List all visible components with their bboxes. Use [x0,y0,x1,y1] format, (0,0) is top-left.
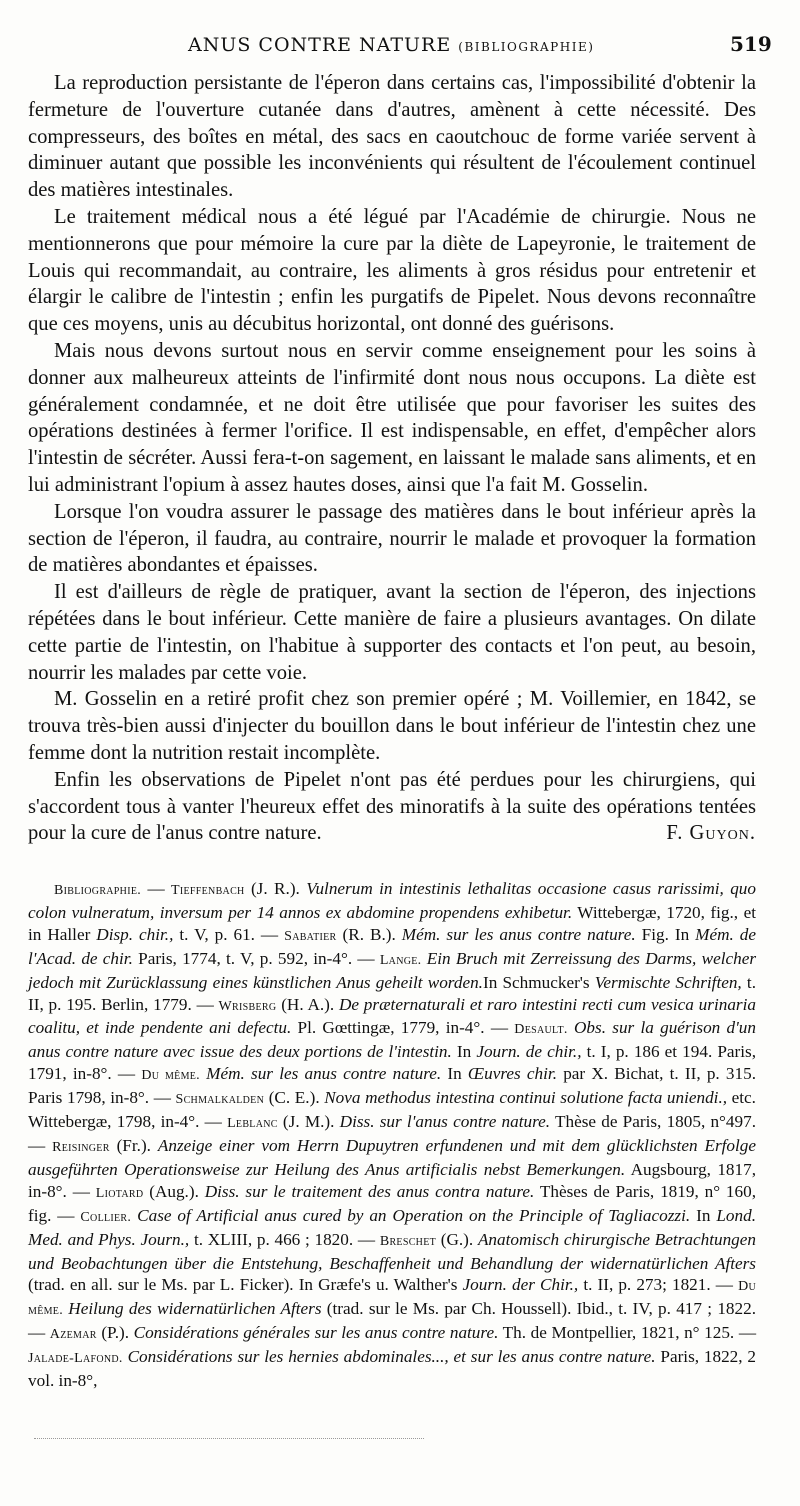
bibliography-text: t. II, p. 273; 1821. — [578,1275,739,1295]
bibliography-work-title: Mém. sur les anus contre nature. [401,924,636,944]
bibliography-work-title: Heilung des widernatürlichen Afters [68,1299,322,1319]
bibliography-work-title: Nova methodus intestina continui solutione facta uniendi., [324,1088,728,1108]
bibliography-text: Thèses de Paris, 1819, n° 160, fig. — [28,1181,756,1225]
bibliography-author: Breschet [379,1233,437,1249]
running-title [188,34,594,56]
bibliography-work-title: De præternaturali et raro intestini recti cum vesica urinaria coalitu, et inde pendente ani defectu. [28,994,756,1038]
bibliography-work-title: Journ. der Chir., [462,1275,579,1295]
bibliography-text: (H. A.). [276,994,339,1014]
running-header [0,30,800,66]
bibliography-work-title: Vulnerum in intestinis lethalitas occasione casus rarissimi, quo colon vulneratum, inversum per 14 annos ex abdomine propendens exhibetur. [28,879,756,922]
footer-rule [34,1438,424,1439]
bibliography-work-title: Anatomisch chirurgische Betrachtungen und Beobachtungen über die Entstehung, Beschaffenheit und Behandlung der widernatürlichen Afters [28,1229,756,1273]
bibliography-work-title: Case of Artificial anus cured by an Operation on the Principle of Tagliacozzi. [137,1205,691,1225]
paragraph: Mais nous devons surtout nous en servir comme enseignement pour les soins à donner aux malheureux atteints de l'infirmité dont nous nous occupons. La diète est généralement condamnée, et ne doit être utilisée que pour favoriser les suites des opérations destinées à fermer l'orifice. Il est indispensable, en effet, d'empêcher alors l'intestin de sécréter. Aussi fera-t-on sagement, en laissant le malade sans aliments, et en lui administrant l'opium à assez hautes doses, ainsi que l'a fait M. Gosselin. [28,339,756,496]
bibliography-section [28,878,756,1392]
bibliography-author: Bibliographie. [54,883,142,898]
bibliography-author: Du même. [141,1068,200,1084]
bibliography-author: Desault. [514,1022,568,1038]
bibliography-work-title: Considérations sur les hernies abdominales..., et sur les anus contre nature. [127,1347,656,1367]
bibliography-author: Wrisberg [218,998,277,1014]
bibliography-text: (Fr.). [109,1135,158,1155]
bibliography-text: In [690,1205,717,1225]
bibliography-author: Du même. [28,1279,756,1319]
bibliography-work-title: Considérations générales sur les anus contre nature. [133,1323,499,1343]
bibliography-author: Jalade-Lafond. [28,1351,123,1367]
bibliography-work-title: Vermischte Schriften, [594,972,742,992]
paragraph: Il est d'ailleurs de règle de pratiquer, avant la section de l'éperon, des injections répétées dans le bout inférieur. Cette manière de faire a plusieurs avantages. On dilate cette partie de l'intestin, on l'habitue à supporter des contacts et l'on peut, au besoin, nourrir les malades par cette voie. [28,581,756,684]
bibliography-paragraph [28,878,756,1392]
bibliography-text: Wittebergæ, 1720, fig., et in Haller [28,902,756,944]
bibliography-text: (R. B.). [336,924,402,944]
bibliography-text: Paris, 1774, t. V, p. 592, in-4°. — [132,948,380,968]
bibliography-text: Augsbourg, 1817, in-8°. — [28,1159,756,1201]
bibliography-text: t. I, p. 186 et 194. Paris, 1791, in-8°. — [28,1042,757,1084]
bibliography-text: In Schmucker's [482,972,595,992]
bibliography-text: Fig. In [635,924,696,944]
bibliography-text: Th. de Montpellier, 1821, n° 125. — [498,1323,757,1343]
paragraph: La reproduction persistante de l'éperon dans certains cas, l'impossibilité d'obtenir la fermeture de l'ouverture cutanée dans d'autres, amènent à cette nécessité. Des compresseurs, des boîtes en métal, des sacs en caoutchouc de forme variée servent à diminuer autant que possible les inconvénients qui résultent de l'écoulement continuel des matières intestinales. [28,72,756,202]
bibliography-work-title: Anzeige einer vom Herrn Dupuytren erfundenen und mit dem glücklichsten Erfolge ausgeführten Operationsweise zur Heilung des Anus artificialis nebst Bemerkungen. [28,1135,757,1179]
bibliography-text: — [141,879,172,898]
bibliography-text: Paris, 1822, 2 vol. in-8°, [28,1347,757,1391]
bibliography-text: Pl. Gœttingæ, 1779, in-4°. — [291,1018,515,1038]
bibliography-text: (J. R.). [244,879,307,898]
bibliography-work-title: Obs. sur la guérison d'un anus contre nature avec issue des deux portions de l'intestin. [28,1018,756,1062]
bibliography-author: Tieffenbach [171,883,245,898]
bibliography-work-title: Œuvres chir. [467,1064,557,1084]
paragraph-text: Enfin les observations de Pipelet n'ont pas été perdues pour les chirurgiens, qui s'accordent tous à vanter l'heureux effet des minoratifs à la suite des opérations tentées pour la cure de l'anus contre nature. [28,768,756,845]
page-number: 519 [730,32,772,56]
bibliography-text: (trad. en all. sur le Ms. par L. Ficker). In Græfe's u. Walther's [28,1275,463,1295]
bibliography-author: Sabatier [284,928,337,944]
bibliography-author: Schmalkalden [175,1092,265,1108]
bibliography-author: Reisinger [52,1139,110,1155]
bibliography-author: Leblanc [227,1116,278,1132]
running-title-main: ANUS CONTRE NATURE [188,34,452,56]
bibliography-text: Thèse de Paris, 1805, n°497. — [28,1112,757,1155]
bibliography-author: Liotard [95,1185,144,1201]
bibliography-text: (C. E.). [264,1088,325,1108]
bibliography-text: (J. M.). [277,1112,340,1132]
paragraph: Lorsque l'on voudra assurer le passage des matières dans le bout inférieur après la section de l'éperon, il faudra, au contraire, nourrir le malade et provoquer la formation de matières abondantes et épaisses. [28,500,756,577]
bibliography-author: Azemar [49,1327,97,1343]
running-title-section: (BIBLIOGRAPHIE) [458,40,595,54]
bibliography-work-title: Journ. de chir., [476,1042,582,1062]
bibliography-text: In [451,1042,477,1062]
paragraph: Le traitement médical nous a été légué par l'Académie de chirurgie. Nous ne mentionnerons que pour mémoire la cure par la diète de Lapeyronie, le traitement de Louis qui recommandait, au contraire, les aliments à gros résidus pour entretenir et élargir le calibre de l'intestin ; enfin les purgatifs de Pipelet. Nous devons reconnaître que ces moyens, unis au décubitus horizontal, ont donné des guérisons. [28,205,756,336]
main-text [28,70,756,847]
bibliography-work-title: Ein Bruch mit Zerreissung des Darms, welcher jedoch mit Zurücklassung eines künstlichen Anus geheilt worden. [28,948,757,992]
paragraph: M. Gosselin en a retiré profit chez son premier opéré ; M. Voillemier, en 1842, se trouva très-bien aussi d'injecter du bouillon dans le bout inférieur de l'intestin chez une femme dont la nutrition restait incomplète. [28,688,756,764]
paragraph-last [28,767,756,847]
bibliography-work-title: Mém. sur les anus contre nature. [206,1064,442,1084]
bibliography-text: (G.). [436,1229,478,1249]
bibliography-text: (trad. sur le Ms. par Ch. Houssell). Ibid., t. IV, p. 417 ; 1822. — [28,1299,756,1343]
bibliography-work-title: Lond. Med. and Phys. Journ., [28,1205,756,1249]
bibliography-work-title: Diss. sur l'anus contre nature. [339,1112,551,1132]
bibliography-text: (P.). [96,1323,134,1343]
bibliography-work-title: Disp. chir., [96,924,174,944]
bibliography-text: In [441,1064,468,1084]
author-signature: F. Guyon. [666,822,756,845]
bibliography-text: etc. Wittebergæ, 1798, in-4°. — [28,1088,756,1132]
bibliography-text: (Aug.). [143,1181,205,1201]
bibliography-text: t. V, p. 61. — [173,924,285,944]
bibliography-work-title: Mém. de l'Acad. de chir. [28,924,756,968]
bibliography-text: t. XLIII, p. 466 ; 1820. — [189,1229,380,1249]
bibliography-text: t. II, p. 195. Berlin, 1779. — [28,972,756,1014]
bibliography-author: Collier. [80,1209,132,1225]
bibliography-work-title: Diss. sur le traitement des anus contra nature. [204,1181,535,1201]
bibliography-author: Lange. [379,952,422,968]
bibliography-text: par X. Bichat, t. II, p. 315. Paris 1798, in-8°. — [28,1064,757,1108]
